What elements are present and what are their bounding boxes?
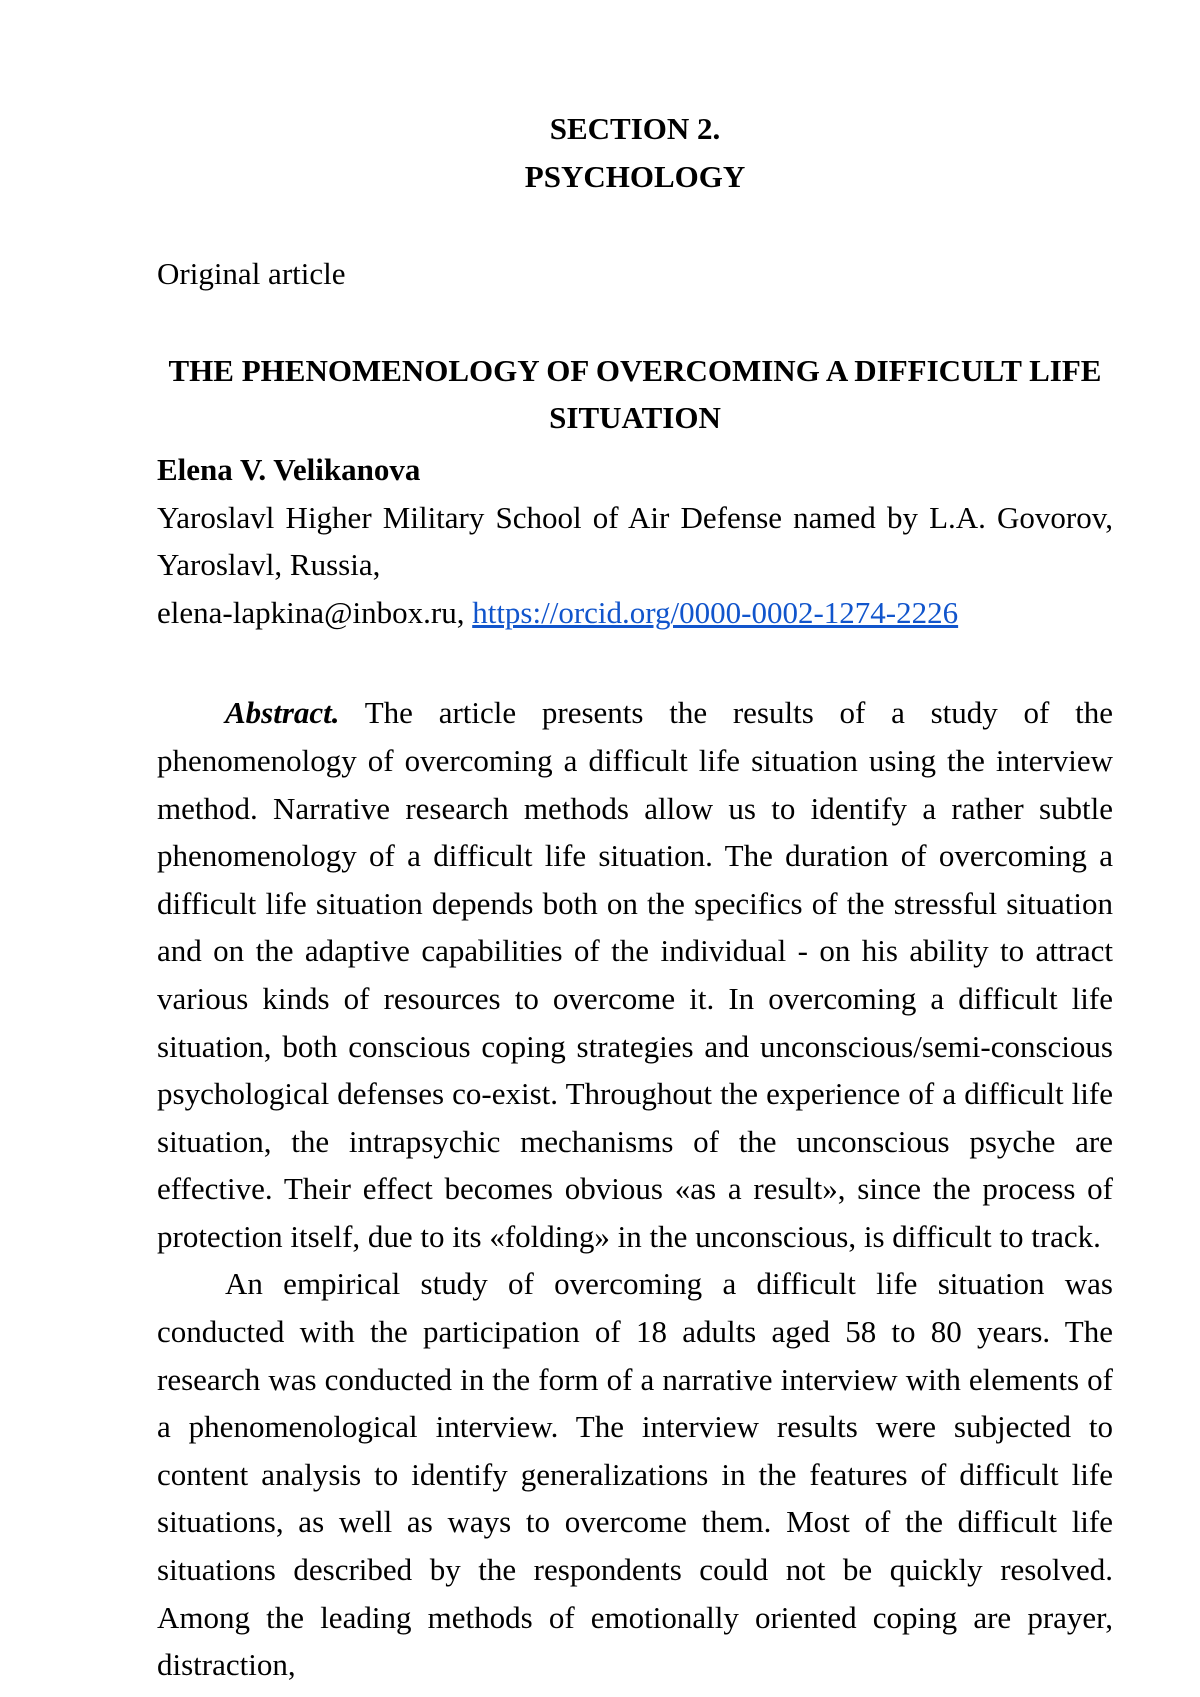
affiliation-line-1: Yaroslavl Higher Military School of Air Defense named by L.A. Govorov, — [157, 499, 1113, 535]
affiliation-line-2: Yaroslavl, Russia, — [157, 547, 381, 583]
orcid-link[interactable]: https://orcid.org/0000-0002-1274-2226 — [472, 594, 959, 630]
abstract-paragraph-2: An empirical study of overcoming a difficult life situation was conducted with the participation of 18 adults aged 58 to 80 years. The research was conducted in the form of a narrative interview with elements of a phenomenological interview. The interview results were subjected to content analysis to identify generalizations in the features of difficult life situations, as well as ways to overcome them. Most of the difficult life situations described by the respondents could not be quickly resolved. Among the leading methods of emotionally oriented coping are prayer, distraction, — [157, 1266, 1113, 1683]
article-title: THE PHENOMENOLOGY OF OVERCOMING A DIFFICULT LIFE SITUATION — [168, 352, 1102, 436]
abstract-paragraph-1 — [157, 689, 1113, 1260]
section-name: PSYCHOLOGY — [524, 158, 746, 194]
section-heading — [157, 105, 1113, 200]
author-name: Elena V. Velikanova — [157, 451, 421, 487]
contact-line — [157, 589, 1113, 637]
affiliation — [157, 494, 1113, 589]
abstract-label: Abstract. — [225, 695, 340, 731]
article-type-label: Original article — [157, 256, 346, 292]
author-email: elena-lapkina@inbox.ru, — [157, 594, 473, 630]
section-number: SECTION 2. — [549, 111, 721, 146]
abstract-text-1: The article presents the results of a study of the phenomenology of overcoming a difficult life situation using the interview method. Narrative research methods allow us to identify a rather subtle phenomenology of a difficult life situation. The duration of overcoming a difficult life situation depends both on the specifics of the stressful situation and on the adaptive capabilities of the individual - on his ability to attract various kinds of resources to overcome it. In overcoming a difficult life situation, both conscious coping strategies and unconscious/semi-conscious psychological defenses co-exist. Throughout the experience of a difficult life situation, the intrapsychic mechanisms of the unconscious psyche are effective. Their effect becomes obvious «as a result», since the process of protection itself, due to its «folding» in the unconscious, is difficult to track. — [157, 695, 1113, 1254]
